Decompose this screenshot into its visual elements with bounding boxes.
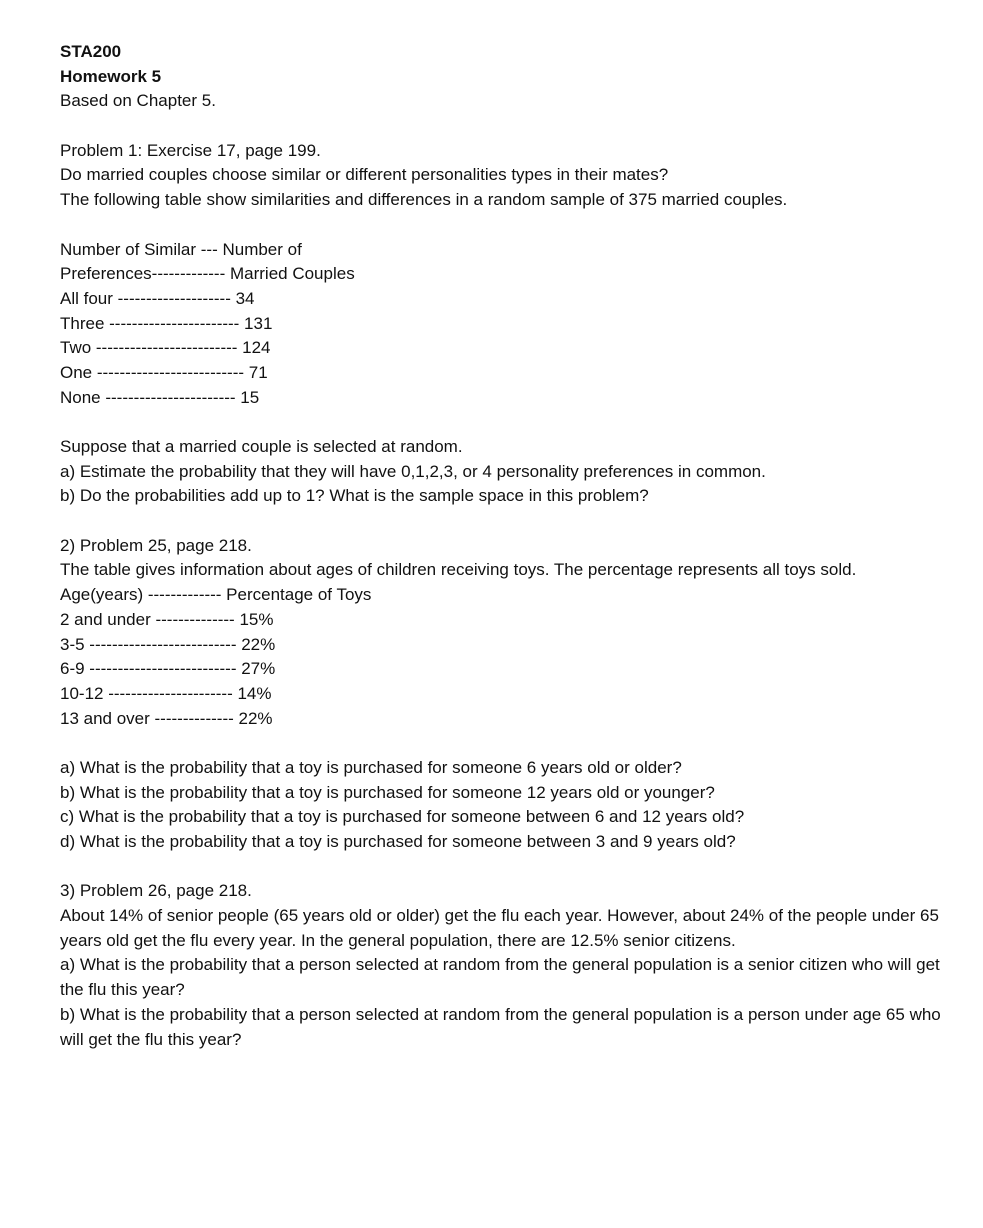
table-row: Number of Similar --- Number of xyxy=(60,239,302,259)
table-row: Three ----------------------- 131 xyxy=(60,313,273,333)
problem-2-part-b: b) What is the probability that a toy is purchased for someone 12 years old or younger? xyxy=(60,782,715,802)
table-row: 13 and over -------------- 22% xyxy=(60,708,273,728)
problem-2-intro: The table gives information about ages of children receiving toys. The percentage represents all toys sold. xyxy=(60,560,857,580)
homework-title: Homework 5 xyxy=(60,66,162,86)
problem-1-question: Do married couples choose similar or different personalities types in their mates? xyxy=(60,165,669,185)
problem-1-part-a: a) Estimate the probability that they will have 0,1,2,3, or 4 personality preferences in common. xyxy=(60,461,766,481)
problem-2-part-d: d) What is the probability that a toy is purchased for someone between 3 and 9 years old? xyxy=(60,832,736,852)
problem-2 xyxy=(60,534,960,855)
table-row: 10-12 ---------------------- 14% xyxy=(60,683,272,703)
problem-3-part-a: a) What is the probability that a person selected at random from the general population is a senior citizen who will get the flu this year? xyxy=(60,955,940,1000)
problem-2-table xyxy=(60,583,960,731)
table-row: Preferences------------- Married Couples xyxy=(60,264,355,284)
homework-document xyxy=(60,40,960,1052)
problem-1-table xyxy=(60,238,960,411)
problem-1-part-b: b) Do the probabilities add up to 1? What is the sample space in this problem? xyxy=(60,486,649,506)
problem-1-heading: Problem 1: Exercise 17, page 199. xyxy=(60,140,321,160)
problem-1-prompt: Suppose that a married couple is selected at random. xyxy=(60,437,463,456)
homework-subtitle: Based on Chapter 5. xyxy=(60,91,216,111)
problem-3 xyxy=(60,879,960,1052)
problem-1-intro: The following table show similarities and differences in a random sample of 375 married couples. xyxy=(60,190,788,210)
table-row: One -------------------------- 71 xyxy=(60,362,268,382)
table-row: 3-5 -------------------------- 22% xyxy=(60,634,276,654)
table-row: All four -------------------- 34 xyxy=(60,288,255,308)
table-row: Age(years) ------------- Percentage of Toys xyxy=(60,585,372,605)
problem-2-part-a: a) What is the probability that a toy is purchased for someone 6 years old or older? xyxy=(60,757,682,777)
problem-2-heading: 2) Problem 25, page 218. xyxy=(60,535,252,555)
table-row: None ----------------------- 15 xyxy=(60,387,260,407)
problem-2-part-c: c) What is the probability that a toy is purchased for someone between 6 and 12 years old? xyxy=(60,807,745,827)
table-row: 2 and under -------------- 15% xyxy=(60,609,274,629)
course-code: STA200 xyxy=(60,42,122,61)
table-row: Two ------------------------- 124 xyxy=(60,338,271,358)
problem-3-part-b: b) What is the probability that a person selected at random from the general population is a person under age 65 who will get the flu this year? xyxy=(60,1004,941,1049)
problem-1 xyxy=(60,139,960,509)
table-row: 6-9 -------------------------- 27% xyxy=(60,659,276,679)
problem-3-heading: 3) Problem 26, page 218. xyxy=(60,881,252,901)
problem-3-intro: About 14% of senior people (65 years old or older) get the flu each year. However, about 24% of the people under 65 years old get the flu every year. In the general population, there are 12.5% senior citizens. xyxy=(60,906,939,950)
